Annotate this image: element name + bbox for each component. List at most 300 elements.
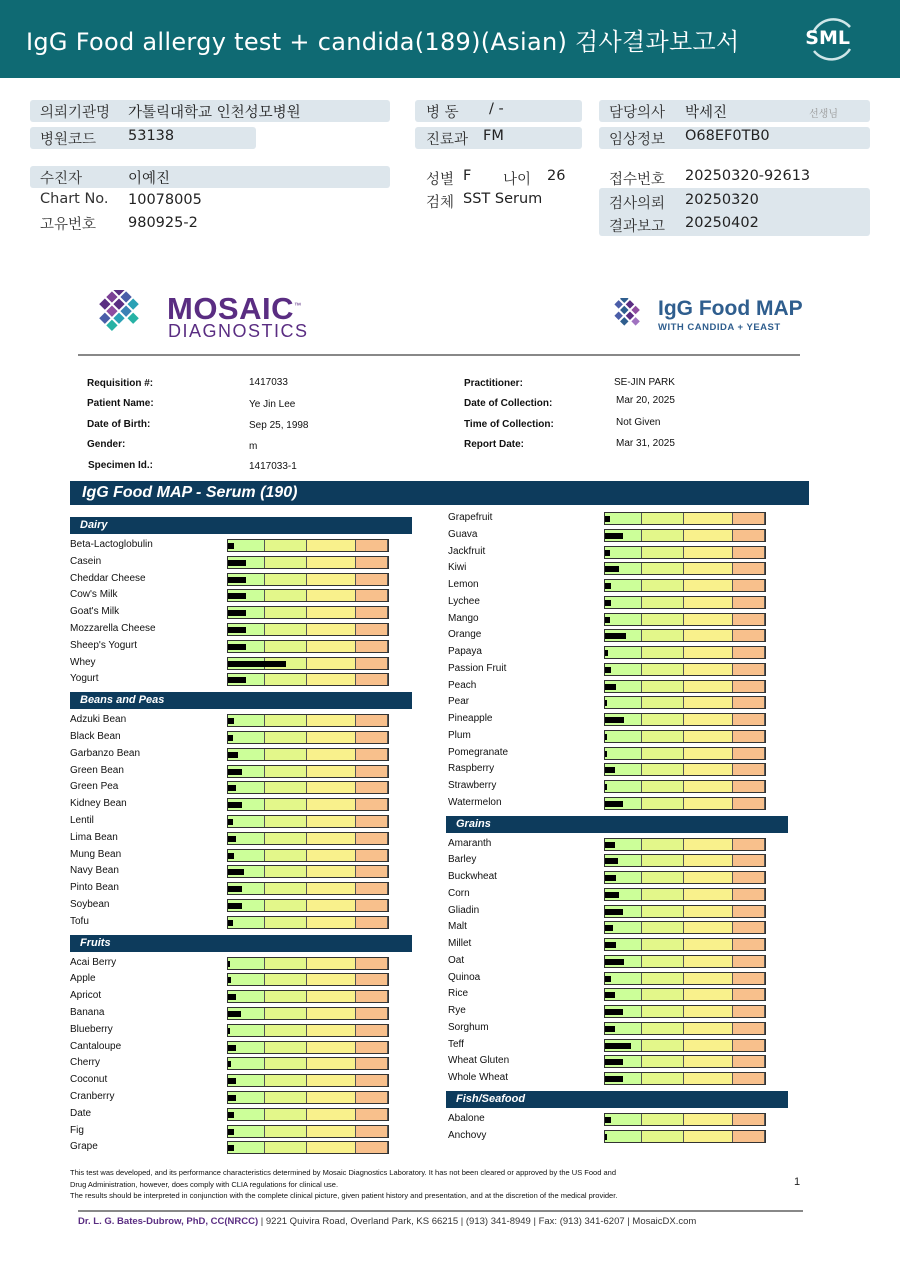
gauge-zone-z2: [265, 1092, 307, 1103]
report-date-label: Report Date:: [464, 439, 525, 450]
gauge-zone-z4: [356, 1142, 388, 1153]
clinical-label: 임상정보: [609, 132, 666, 148]
gauge-zone-z1: [605, 748, 642, 759]
gauge-zone-z4: [356, 658, 388, 669]
gauge-zone-z2: [265, 991, 307, 1002]
food-row-casein: [70, 554, 389, 571]
food-row-pear: [448, 694, 766, 711]
igg-level-gauge: [604, 562, 766, 575]
igg-level-gauge: [227, 657, 389, 670]
food-row-cheddar-cheese: [70, 571, 389, 588]
gauge-zone-z2: [265, 816, 307, 827]
gauge-zone-z2: [642, 614, 684, 625]
food-name: Guava: [448, 529, 478, 540]
igg-level-gauge: [227, 882, 389, 895]
igg-level-bar: [228, 903, 242, 909]
specimen-value: SST Serum: [463, 191, 543, 207]
doctor-value: 박세진: [685, 105, 728, 121]
igg-level-bar: [605, 684, 616, 690]
food-name: Tofu: [70, 916, 89, 927]
igg-level-bar: [605, 992, 615, 998]
igg-level-bar: [605, 1076, 623, 1082]
igg-level-gauge: [604, 730, 766, 743]
gauge-zone-z1: [228, 917, 265, 928]
header-divider: [78, 354, 800, 356]
category-label: Beans and Peas: [80, 694, 165, 707]
igg-level-bar: [605, 700, 607, 706]
igg-level-bar: [228, 627, 246, 633]
result-date-value: 20250402: [685, 215, 759, 231]
food-name: Soybean: [70, 899, 110, 910]
gauge-zone-z4: [356, 900, 388, 911]
gauge-zone-z4: [733, 989, 765, 1000]
igg-level-bar: [605, 784, 607, 790]
gauge-zone-z2: [265, 574, 307, 585]
food-name: Papaya: [448, 646, 482, 657]
gauge-zone-z3: [684, 1023, 733, 1034]
food-row-quinoa: [448, 970, 766, 987]
gauge-zone-z2: [642, 798, 684, 809]
gauge-zone-z4: [356, 850, 388, 861]
igg-level-gauge: [227, 1041, 389, 1054]
igg-level-bar: [605, 892, 619, 898]
food-row-coconut: [70, 1072, 389, 1089]
food-name: Cheddar Cheese: [70, 573, 146, 584]
disclaimer-line-2: Drug Administration, however, does comply with CLIA regulations for clinical use.: [70, 1180, 339, 1189]
category-label: Fruits: [80, 936, 111, 949]
request-date-label: 검사의뢰: [609, 196, 666, 212]
gauge-zone-z2: [642, 889, 684, 900]
food-row-cranberry: [70, 1089, 389, 1106]
igg-level-bar: [228, 661, 286, 667]
gauge-zone-z1: [605, 781, 642, 792]
igg-level-gauge: [604, 888, 766, 901]
food-name: Grapefruit: [448, 512, 493, 523]
gauge-zone-z2: [642, 1023, 684, 1034]
food-name: Pinto Bean: [70, 882, 119, 893]
gauge-zone-z3: [684, 889, 733, 900]
gauge-zone-z2: [265, 641, 307, 652]
gauge-zone-z3: [307, 917, 356, 928]
igg-level-gauge: [227, 849, 389, 862]
food-row-rye: [448, 1003, 766, 1020]
food-name: Millet: [448, 938, 472, 949]
igg-level-bar: [605, 909, 623, 915]
gauge-zone-z3: [307, 641, 356, 652]
specimen-id-value: 1417033-1: [249, 461, 297, 472]
food-row-whole-wheat: [448, 1070, 766, 1087]
food-row-jackfruit: [448, 544, 766, 561]
food-name: Whey: [70, 657, 96, 668]
igg-level-gauge: [227, 556, 389, 569]
mosaic-logo-text: MOSAIC™: [167, 291, 302, 326]
gauge-zone-z2: [265, 782, 307, 793]
gauge-zone-z3: [307, 540, 356, 551]
food-name: Plum: [448, 730, 471, 741]
gauge-zone-z3: [684, 922, 733, 933]
igg-level-bar: [228, 577, 246, 583]
igg-level-bar: [605, 751, 607, 757]
food-name: Date: [70, 1108, 92, 1119]
gauge-zone-z4: [356, 557, 388, 568]
serum-title: IgG Food MAP - Serum (190): [82, 484, 298, 501]
gauge-zone-z2: [265, 1008, 307, 1019]
patient-label: 수진자: [40, 171, 83, 187]
igg-level-bar: [228, 752, 238, 758]
gauge-zone-z3: [684, 597, 733, 608]
request-date-value: 20250320: [685, 192, 759, 208]
igg-level-bar: [228, 1112, 234, 1118]
igg-level-gauge: [604, 1130, 766, 1143]
igg-level-gauge: [227, 623, 389, 636]
gauge-zone-z3: [684, 906, 733, 917]
gauge-zone-z3: [684, 764, 733, 775]
food-name: Sorghum: [448, 1022, 489, 1033]
food-name: Rye: [448, 1005, 466, 1016]
collection-time-label: Time of Collection:: [464, 419, 554, 430]
igg-level-bar: [228, 802, 242, 808]
food-name: Lentil: [70, 815, 94, 826]
igg-level-gauge: [227, 714, 389, 727]
gauge-zone-z4: [733, 839, 765, 850]
gauge-zone-z3: [307, 557, 356, 568]
igg-level-gauge: [604, 938, 766, 951]
category-grains: [446, 816, 788, 833]
food-name: Buckwheat: [448, 871, 497, 882]
food-name: Raspberry: [448, 763, 495, 774]
gauge-zone-z2: [642, 989, 684, 1000]
gauge-zone-z2: [265, 1075, 307, 1086]
igg-level-bar: [605, 717, 624, 723]
igg-level-gauge: [604, 955, 766, 968]
gauge-zone-z2: [642, 547, 684, 558]
igg-level-gauge: [227, 1074, 389, 1087]
food-name: Amaranth: [448, 838, 492, 849]
food-row-soybean: [70, 897, 389, 914]
gauge-zone-z4: [356, 816, 388, 827]
food-row-pomegranate: [448, 745, 766, 762]
product-name: IgG Food MAP: [658, 297, 803, 320]
food-name: Strawberry: [448, 780, 497, 791]
igg-level-bar: [228, 610, 246, 616]
igg-level-bar: [228, 869, 244, 875]
gauge-zone-z3: [307, 1025, 356, 1036]
gauge-zone-z2: [265, 850, 307, 861]
gauge-zone-z2: [642, 1006, 684, 1017]
disclaimer-line-1: This test was developed, and its performance characteristics determined by Mosaic Diagnostics Laboratory. It has not been cleared or approved by the US Food and: [70, 1168, 616, 1177]
gauge-zone-z1: [228, 816, 265, 827]
food-name: Goat's Milk: [70, 606, 120, 617]
gauge-zone-z4: [733, 872, 765, 883]
sex-value: F: [463, 168, 472, 184]
gauge-zone-z3: [684, 547, 733, 558]
gauge-zone-z2: [642, 513, 684, 524]
igg-level-gauge: [604, 780, 766, 793]
igg-level-bar: [228, 677, 246, 683]
gauge-zone-z3: [307, 766, 356, 777]
igg-level-bar: [605, 667, 611, 673]
gauge-zone-z3: [684, 1056, 733, 1067]
igg-level-bar: [228, 1095, 236, 1101]
gauge-zone-z4: [733, 922, 765, 933]
gauge-zone-z4: [733, 1131, 765, 1142]
gauge-zone-z2: [642, 714, 684, 725]
gauge-zone-z2: [642, 681, 684, 692]
igg-level-gauge: [604, 1055, 766, 1068]
gauge-zone-z3: [307, 715, 356, 726]
gauge-zone-z2: [642, 597, 684, 608]
gauge-zone-z4: [733, 1073, 765, 1084]
food-name: Apple: [70, 973, 96, 984]
food-name: Jackfruit: [448, 546, 486, 557]
gauge-zone-z2: [265, 799, 307, 810]
ward-value: / -: [489, 101, 504, 117]
gauge-zone-z4: [356, 799, 388, 810]
igg-level-bar: [228, 735, 233, 741]
igg-level-bar: [228, 644, 246, 650]
patient-name-value: Ye Jin Lee: [249, 399, 296, 410]
hospital-code-label: 병원코드: [40, 132, 97, 148]
igg-level-bar: [605, 583, 611, 589]
gauge-zone-z3: [307, 782, 356, 793]
gauge-zone-z4: [356, 1008, 388, 1019]
food-name: Lima Bean: [70, 832, 118, 843]
gauge-zone-z4: [356, 958, 388, 969]
gauge-zone-z4: [733, 547, 765, 558]
gauge-zone-z1: [605, 547, 642, 558]
food-name: Wheat Gluten: [448, 1055, 510, 1066]
igg-level-bar: [605, 633, 626, 639]
food-name: Watermelon: [448, 797, 502, 808]
food-row-pinto-bean: [70, 880, 389, 897]
food-name: Casein: [70, 556, 102, 567]
gauge-zone-z2: [265, 958, 307, 969]
gauge-zone-z4: [356, 607, 388, 618]
food-name: Adzuki Bean: [70, 714, 127, 725]
food-row-lemon: [448, 577, 766, 594]
igg-level-gauge: [604, 646, 766, 659]
food-name: Acai Berry: [70, 957, 117, 968]
gauge-zone-z4: [356, 1042, 388, 1053]
food-row-cherry: [70, 1055, 389, 1072]
igg-level-bar: [605, 959, 624, 965]
igg-level-bar: [605, 1009, 623, 1015]
igg-level-gauge: [227, 765, 389, 778]
specimen-id-label: Specimen Id.:: [88, 460, 154, 471]
gauge-zone-z3: [307, 1142, 356, 1153]
gauge-zone-z4: [356, 641, 388, 652]
institution-label: 의뢰기관명: [40, 105, 111, 121]
igg-level-bar: [228, 718, 234, 724]
igg-level-gauge: [227, 1091, 389, 1104]
report-title: IgG Food allergy test + candida(189)(Asian) 검사결과보고서: [26, 28, 740, 56]
food-name: Quinoa: [448, 972, 481, 983]
gauge-zone-z2: [265, 1126, 307, 1137]
igg-level-bar: [228, 886, 242, 892]
category-label: Dairy: [80, 519, 108, 531]
gauge-zone-z2: [642, 731, 684, 742]
gauge-zone-z3: [307, 816, 356, 827]
igg-level-gauge: [227, 899, 389, 912]
gauge-zone-z4: [733, 681, 765, 692]
gauge-zone-z2: [265, 974, 307, 985]
gauge-zone-z2: [265, 674, 307, 685]
gauge-zone-z2: [642, 748, 684, 759]
food-row-kidney-bean: [70, 796, 389, 813]
igg-level-bar: [228, 1061, 231, 1067]
doctor-label: 담당의사: [609, 105, 666, 121]
igg-level-gauge: [604, 663, 766, 676]
gauge-zone-z4: [733, 956, 765, 967]
food-name: Kidney Bean: [70, 798, 127, 809]
report-header: [0, 0, 900, 78]
gauge-zone-z4: [733, 580, 765, 591]
food-name: Apricot: [70, 990, 102, 1001]
igg-level-gauge: [227, 990, 389, 1003]
gauge-zone-z2: [642, 939, 684, 950]
gauge-zone-z2: [642, 580, 684, 591]
food-name: Anchovy: [448, 1130, 487, 1141]
food-name: Mango: [448, 613, 479, 624]
gauge-zone-z3: [307, 866, 356, 877]
gauge-zone-z4: [733, 1006, 765, 1017]
food-row-navy-bean: [70, 863, 389, 880]
gauge-zone-z2: [642, 563, 684, 574]
igg-level-bar: [605, 550, 610, 556]
gauge-zone-z4: [356, 624, 388, 635]
food-row-garbanzo-bean: [70, 746, 389, 763]
gauge-zone-z2: [642, 1131, 684, 1142]
gender-label: Gender:: [87, 439, 126, 450]
gauge-zone-z4: [733, 597, 765, 608]
food-row-mozzarella-cheese: [70, 621, 389, 638]
igg-level-bar: [228, 819, 233, 825]
gauge-zone-z3: [307, 574, 356, 585]
gauge-zone-z1: [605, 731, 642, 742]
igg-level-gauge: [227, 957, 389, 970]
gauge-zone-z3: [307, 1126, 356, 1137]
gauge-zone-z2: [642, 764, 684, 775]
gauge-zone-z3: [684, 939, 733, 950]
food-name: Banana: [70, 1007, 105, 1018]
gauge-zone-z4: [356, 1126, 388, 1137]
igg-level-gauge: [604, 613, 766, 626]
food-name: Pineapple: [448, 713, 493, 724]
gauge-zone-z3: [684, 530, 733, 541]
igg-level-gauge: [604, 629, 766, 642]
food-name: Cranberry: [70, 1091, 115, 1102]
food-name: Abalone: [448, 1113, 485, 1124]
sex-label: 성별: [426, 172, 455, 188]
gauge-zone-z2: [642, 664, 684, 675]
gauge-zone-z4: [356, 766, 388, 777]
gauge-zone-z2: [642, 922, 684, 933]
food-row-passion-fruit: [448, 661, 766, 678]
gauge-zone-z2: [265, 732, 307, 743]
gauge-zone-z2: [265, 866, 307, 877]
food-row-tofu: [70, 914, 389, 931]
gauge-zone-z3: [684, 563, 733, 574]
gauge-zone-z3: [307, 991, 356, 1002]
gauge-zone-z4: [356, 590, 388, 601]
igg-level-gauge: [227, 916, 389, 929]
gauge-zone-z3: [307, 850, 356, 861]
igg-level-bar: [605, 1026, 615, 1032]
igg-level-bar: [228, 593, 246, 599]
igg-level-gauge: [227, 606, 389, 619]
receipt-label: 접수번호: [609, 172, 666, 188]
food-row-plum: [448, 728, 766, 745]
igg-level-bar: [605, 767, 615, 773]
gauge-zone-z3: [307, 674, 356, 685]
gauge-zone-z2: [265, 1142, 307, 1153]
gauge-zone-z1: [228, 732, 265, 743]
gauge-zone-z4: [356, 833, 388, 844]
igg-level-gauge: [227, 1125, 389, 1138]
gauge-zone-z3: [307, 900, 356, 911]
food-name: Whole Wheat: [448, 1072, 509, 1083]
igg-level-bar: [228, 543, 234, 549]
gauge-zone-z1: [605, 697, 642, 708]
report-date-value: Mar 31, 2025: [616, 438, 675, 449]
igg-level-bar: [605, 516, 610, 522]
igg-level-bar: [605, 842, 615, 848]
igg-level-bar: [605, 1059, 623, 1065]
igg-level-bar: [605, 650, 608, 656]
food-row-acai-berry: [70, 955, 389, 972]
gauge-zone-z3: [684, 872, 733, 883]
gauge-zone-z3: [307, 1008, 356, 1019]
food-name: Fig: [70, 1125, 84, 1136]
food-row-guava: [448, 527, 766, 544]
food-name: Navy Bean: [70, 865, 119, 876]
gauge-zone-z3: [307, 883, 356, 894]
food-name: Sheep's Yogurt: [70, 640, 137, 651]
gauge-zone-z4: [356, 749, 388, 760]
gauge-zone-z3: [684, 697, 733, 708]
category-label: Grains: [456, 817, 491, 830]
gauge-zone-z3: [684, 714, 733, 725]
igg-level-bar: [228, 961, 230, 967]
gauge-zone-z2: [642, 872, 684, 883]
hospital-code-value: 53138: [128, 128, 175, 144]
igg-level-gauge: [604, 921, 766, 934]
food-name: Gliadin: [448, 905, 480, 916]
igg-level-gauge: [604, 696, 766, 709]
food-row-blueberry: [70, 1022, 389, 1039]
gauge-zone-z3: [307, 1109, 356, 1120]
gauge-zone-z2: [642, 697, 684, 708]
food-name: Green Pea: [70, 781, 119, 792]
gauge-zone-z2: [642, 855, 684, 866]
food-row-cow-s-milk: [70, 587, 389, 604]
lab-address: | 9221 Quivira Road, Overland Park, KS 66215 | (913) 341-8949 | Fax: (913) 341-6207 | MosaicDX.com: [258, 1216, 697, 1227]
collection-time-value: Not Given: [616, 417, 661, 428]
gauge-zone-z4: [356, 974, 388, 985]
department-label: 진료과: [426, 132, 469, 148]
gauge-zone-z3: [684, 614, 733, 625]
food-row-date: [70, 1106, 389, 1123]
igg-level-gauge: [227, 589, 389, 602]
igg-level-gauge: [227, 573, 389, 586]
gauge-zone-z2: [265, 833, 307, 844]
lab-footer: [78, 1216, 696, 1227]
gauge-zone-z3: [684, 1073, 733, 1084]
food-row-kiwi: [448, 560, 766, 577]
category-fruits: [70, 935, 412, 952]
igg-level-gauge: [604, 871, 766, 884]
serum-title-bar: [70, 481, 809, 505]
